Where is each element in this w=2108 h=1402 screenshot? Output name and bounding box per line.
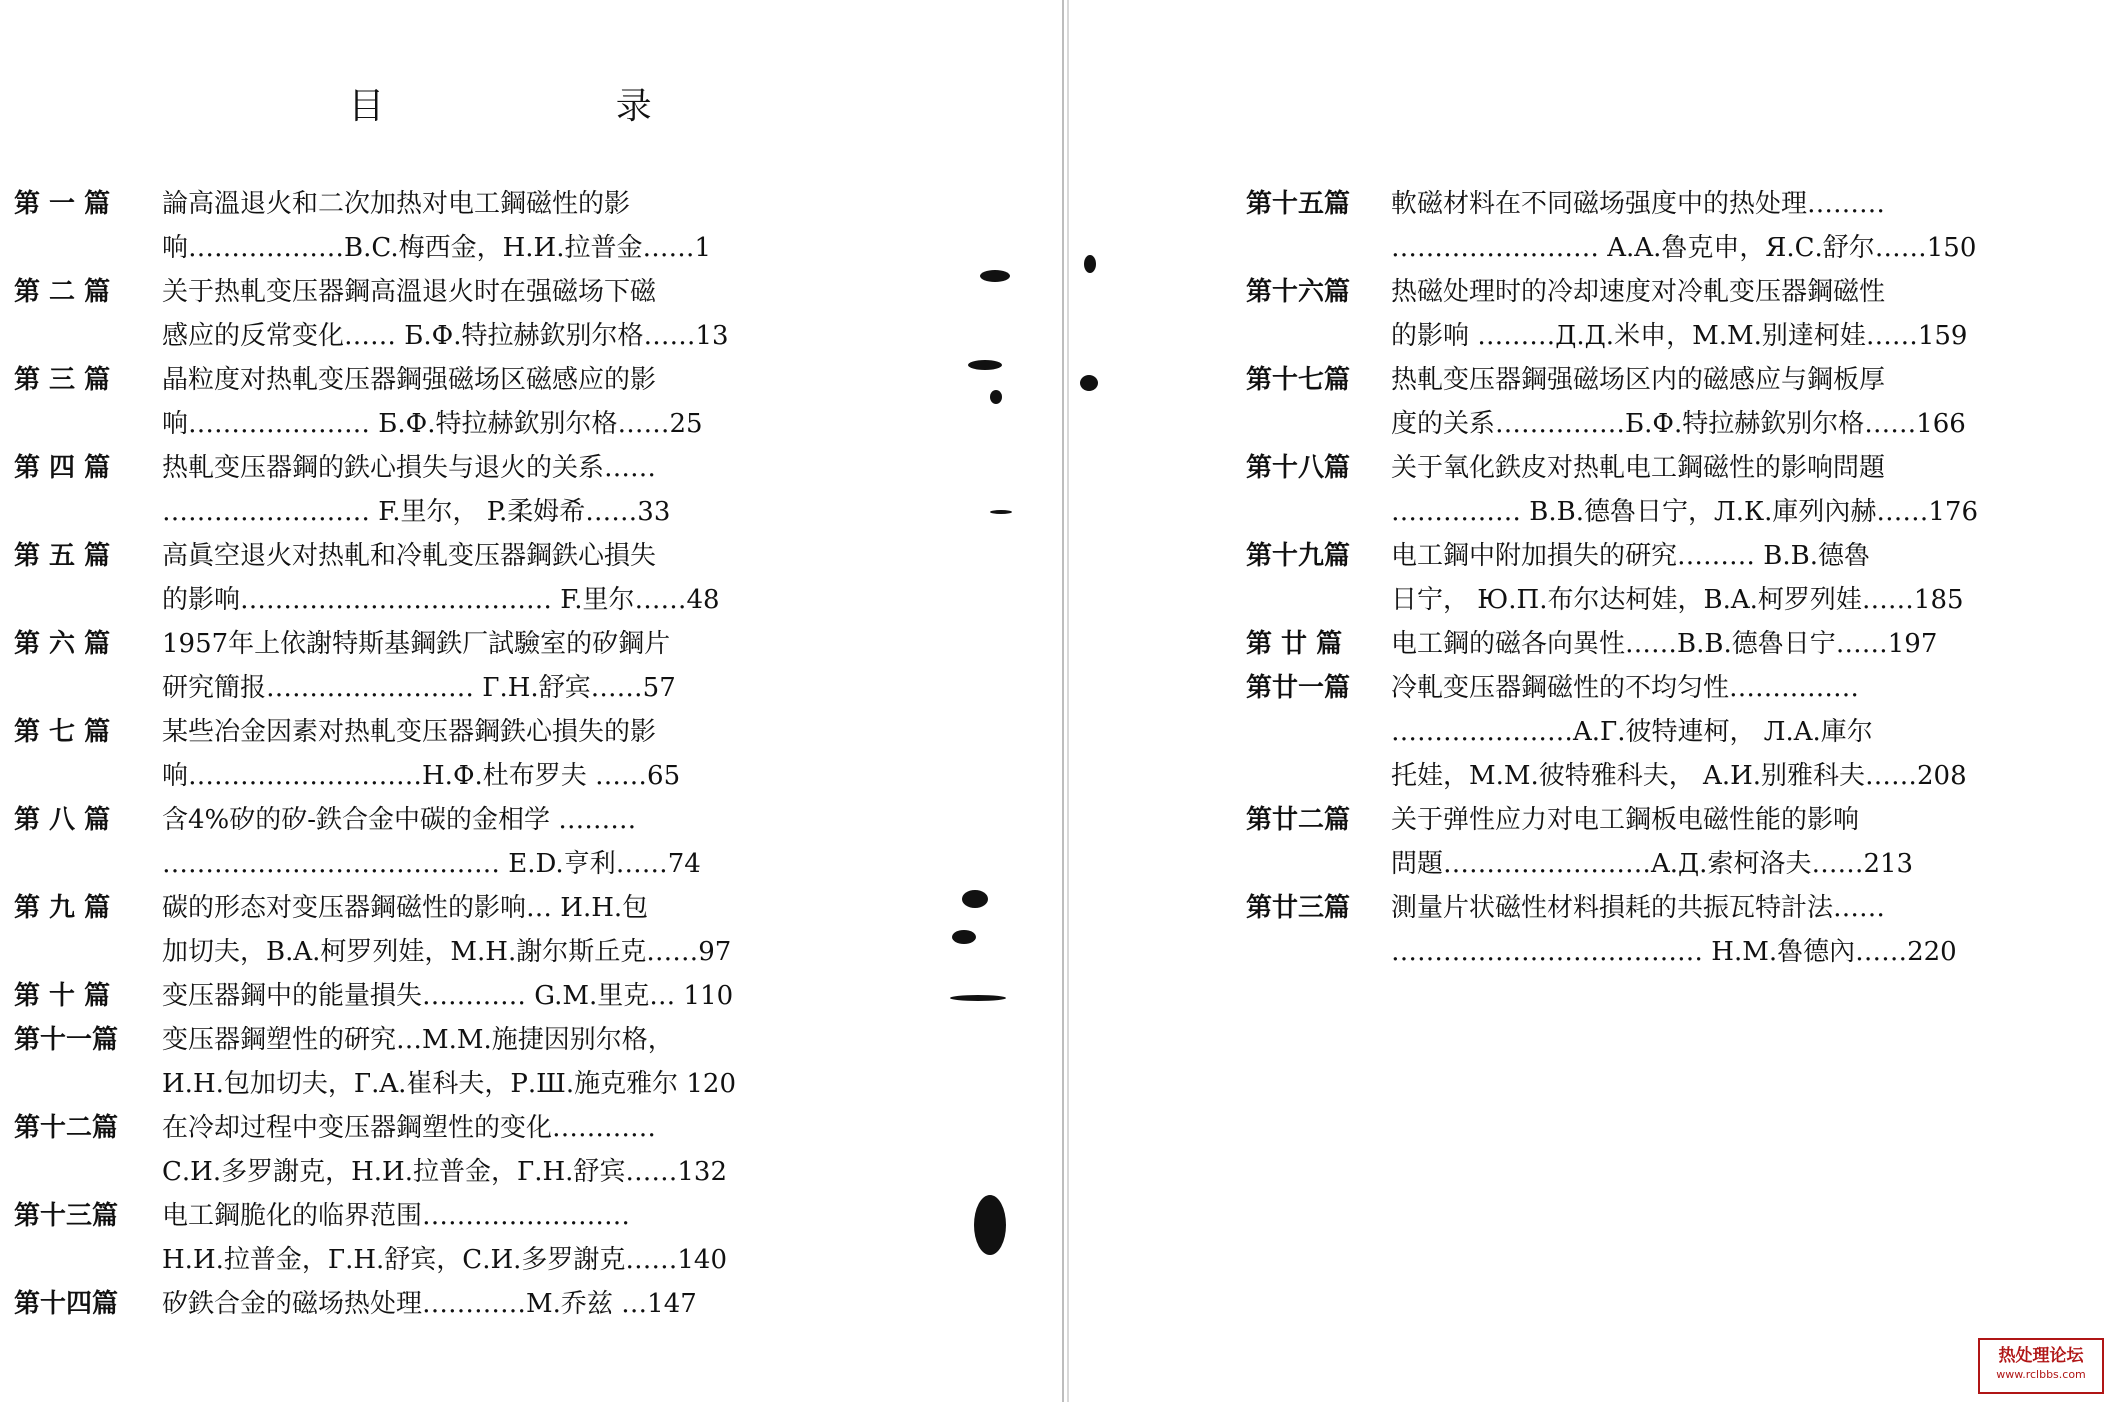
chapter-label: 第 二 篇: [14, 277, 111, 307]
toc-entry: [1246, 666, 2108, 798]
chapter-title: [162, 974, 826, 1018]
title-line: 日宁， Ю.П.布尔达柯娃，B.A.柯罗列娃……185: [1391, 585, 1964, 615]
title-line: 电工鋼脆化的临界范围……………………: [162, 1201, 631, 1231]
chapter-title: [162, 1282, 826, 1326]
toc-entry: [14, 1194, 826, 1282]
chapter-title: [162, 622, 826, 710]
toc-entry: [1246, 534, 2108, 622]
chapter-label: 第十六篇: [1246, 277, 1351, 307]
title-line: 軟磁材料在不同磁场强度中的热处理………: [1391, 189, 1886, 219]
toc-entry: [1246, 358, 2108, 446]
toc-entry: [14, 1106, 826, 1194]
title-line: 变压器鋼塑性的硏究…M.M.施捷因别尔格，: [162, 1025, 674, 1055]
chapter-label: 第 四 篇: [14, 453, 111, 483]
chapter-title: [162, 534, 826, 622]
title-line: С.И.多罗謝克，Н.И.拉普金，Г.Н.舒宾……132: [162, 1157, 728, 1187]
toc-entry: [14, 974, 826, 1018]
chapter-label: 第廿一篇: [1246, 673, 1351, 703]
title-line: И.Н.包加切夫，Г.A.崔科夫，Р.Ш.施克雅尔 120: [162, 1069, 736, 1099]
chapter-label: 第廿二篇: [1246, 805, 1351, 835]
toc-entry: [1246, 446, 2108, 534]
scan-blot: [950, 995, 1006, 1001]
watermark-url: www.rclbbs.com: [1996, 1368, 2086, 1381]
chapter-title: [162, 1106, 826, 1194]
toc-entry: [14, 270, 826, 358]
title-line: 論高溫退火和二次加热对电工鋼磁性的影: [162, 189, 631, 219]
gutter-line: [1062, 0, 1064, 1402]
left-page: [0, 0, 1000, 1402]
toc-entry: [14, 1018, 826, 1106]
chapter-label: 第十一篇: [14, 1025, 119, 1055]
title-line: 关于热軋变压器鋼高溫退火时在强磁场下磁: [162, 277, 657, 307]
scan-blot: [990, 390, 1002, 404]
title-line: 热磁处理时的冷却速度对冷軋变压器鋼磁性: [1391, 277, 1886, 307]
scan-blot: [968, 360, 1002, 370]
title-line: 热軋变压器鋼强磁场区内的磁感应与鋼板厚: [1391, 365, 1886, 395]
title-line: 研究簡报…………………… Г.Н.舒宾……57: [162, 673, 676, 703]
toc-list-left: [14, 182, 826, 1326]
chapter-label: 第十八篇: [1246, 453, 1351, 483]
chapter-label: 第 七 篇: [14, 717, 111, 747]
chapter-label: 第 廿 篇: [1246, 629, 1343, 659]
toc-entry: [14, 1282, 826, 1326]
scan-blot: [990, 510, 1012, 514]
toc-entry: [1246, 622, 2108, 666]
chapter-title: [162, 1194, 826, 1282]
title-line: 热軋变压器鋼的鉄心損失与退火的关系……: [162, 453, 657, 483]
scan-blot: [974, 1195, 1006, 1255]
title-line: …………… B.B.德魯日宁，Л.К.庫列內赫……176: [1391, 497, 1978, 527]
chapter-label: 第 五 篇: [14, 541, 111, 571]
scan-blot: [962, 890, 988, 908]
title-line: …………………A.Г.彼特連柯， Л.A.庫尔: [1391, 717, 1873, 747]
title-line: 关于弹性应力对电工鋼板电磁性能的影响: [1391, 805, 1860, 835]
title-line: 含4%矽的矽-鉄合金中碳的金相学 ………: [162, 805, 637, 835]
title-line: ……………………………… Н.М.魯德內……220: [1391, 937, 1957, 967]
title-line: 在冷却过程中变压器鋼塑性的变化…………: [162, 1113, 657, 1143]
watermark-title: 热处理论坛: [1998, 1346, 2084, 1366]
chapter-title: [162, 886, 826, 974]
title-line: 变压器鋼中的能量損失………… G.M.里克… 110: [162, 981, 734, 1011]
chapter-label: 第 九 篇: [14, 893, 111, 923]
chapter-label: 第十三篇: [14, 1201, 119, 1231]
title-line: 电工鋼中附加損失的硏究……… B.B.德魯: [1391, 541, 1871, 571]
title-line: 响………………… Б.Ф.特拉赫欽别尔格……25: [162, 409, 703, 439]
toc-entry: [1246, 798, 2108, 886]
toc-entry: [1246, 270, 2108, 358]
toc-entry: [14, 798, 826, 886]
toc-list-right: [1246, 182, 2108, 974]
chapter-label: 第 六 篇: [14, 629, 111, 659]
title-line: 的影响……………………………… F.里尔……48: [162, 585, 720, 615]
chapter-title: [162, 358, 826, 446]
scan-blot: [980, 270, 1010, 282]
chapter-title: [1391, 270, 2108, 358]
title-line: 的影响 ………Д.Д.米申，M.M.别達柯娃……159: [1391, 321, 1968, 351]
chapter-title: [1391, 534, 2108, 622]
title-line: ………………………………… E.D.亨利……74: [162, 849, 701, 879]
chapter-title: [1391, 666, 2108, 798]
title-line: 响………………B.C.梅西金，H.И.拉普金……1: [162, 233, 712, 263]
toc-entry: [14, 622, 826, 710]
chapter-title: [162, 798, 826, 886]
chapter-title: [162, 270, 826, 358]
chapter-label: 第十二篇: [14, 1113, 119, 1143]
toc-entry: [14, 534, 826, 622]
title-line: 度的关系……………Б.Ф.特拉赫欽别尔格……166: [1391, 409, 1966, 439]
scan-blot: [952, 930, 976, 944]
title-line: 关于氧化鉄皮对热軋电工鋼磁性的影响問題: [1391, 453, 1886, 483]
title-line: 晶粒度对热軋变压器鋼强磁场区磁感应的影: [162, 365, 657, 395]
title-line: …………………… F.里尔， P.柔姆希……33: [162, 497, 671, 527]
title-line: …………………… A.A.魯克申，Я.С.舒尔……150: [1391, 233, 1977, 263]
toc-entry: [14, 886, 826, 974]
toc-entry: [1246, 886, 2108, 974]
toc-entry: [14, 182, 826, 270]
toc-heading: 目 录: [348, 86, 762, 127]
title-line: 冷軋变压器鋼磁性的不均匀性……………: [1391, 673, 1860, 703]
title-line: 測量片状磁性材料損耗的共振瓦特計法……: [1391, 893, 1886, 923]
chapter-label: 第十五篇: [1246, 189, 1351, 219]
toc-entry: [14, 446, 826, 534]
title-line: 矽鉄合金的磁场热处理…………M.乔兹 …147: [162, 1289, 697, 1319]
gutter-line: [1067, 0, 1069, 1402]
toc-entry: [1246, 182, 2108, 270]
title-line: 碳的形态对变压器鋼磁性的影响… И.Н.包: [162, 893, 649, 923]
chapter-title: [162, 710, 826, 798]
chapter-label: 第 八 篇: [14, 805, 111, 835]
title-line: 加切夫，B.A.柯罗列娃，M.H.謝尔斯丘克……97: [162, 937, 732, 967]
title-line: 感应的反常变化…… Б.Ф.特拉赫欽别尔格……13: [162, 321, 729, 351]
chapter-label: 第廿三篇: [1246, 893, 1351, 923]
title-line: 托娃，M.M.彼特雅科夫， A.И.别雅科夫……208: [1391, 761, 1967, 791]
forum-watermark: [1978, 1338, 2104, 1394]
chapter-title: [1391, 622, 2108, 666]
title-line: 高眞空退火对热軋和冷軋变压器鋼鉄心損失: [162, 541, 657, 571]
chapter-label: 第十九篇: [1246, 541, 1351, 571]
title-line: 电工鋼的磁各向異性……B.B.德魯日宁……197: [1391, 629, 1938, 659]
chapter-title: [1391, 886, 2108, 974]
toc-entry: [14, 358, 826, 446]
chapter-title: [162, 182, 826, 270]
chapter-label: 第十四篇: [14, 1289, 119, 1319]
toc-entry: [14, 710, 826, 798]
chapter-title: [162, 446, 826, 534]
title-line: 响………………………Н.Ф.杜布罗夫 ……65: [162, 761, 681, 791]
chapter-label: 第 十 篇: [14, 981, 111, 1011]
chapter-title: [1391, 798, 2108, 886]
chapter-label: 第 一 篇: [14, 189, 111, 219]
chapter-title: [1391, 182, 2108, 270]
chapter-title: [1391, 446, 2108, 534]
title-line: 問題……………………A.Д.索柯洛夫……213: [1391, 849, 1914, 879]
chapter-label: 第 三 篇: [14, 365, 111, 395]
right-page: [1070, 0, 2108, 1402]
title-line: 某些冶金因素对热軋变压器鋼鉄心損失的影: [162, 717, 657, 747]
title-line: 1957年上依謝特斯基鋼鉄厂試驗室的矽鋼片: [162, 629, 671, 659]
chapter-title: [162, 1018, 826, 1106]
title-line: Н.И.拉普金，Г.Н.舒宾，С.И.多罗謝克……140: [162, 1245, 728, 1275]
chapter-label: 第十七篇: [1246, 365, 1351, 395]
chapter-title: [1391, 358, 2108, 446]
